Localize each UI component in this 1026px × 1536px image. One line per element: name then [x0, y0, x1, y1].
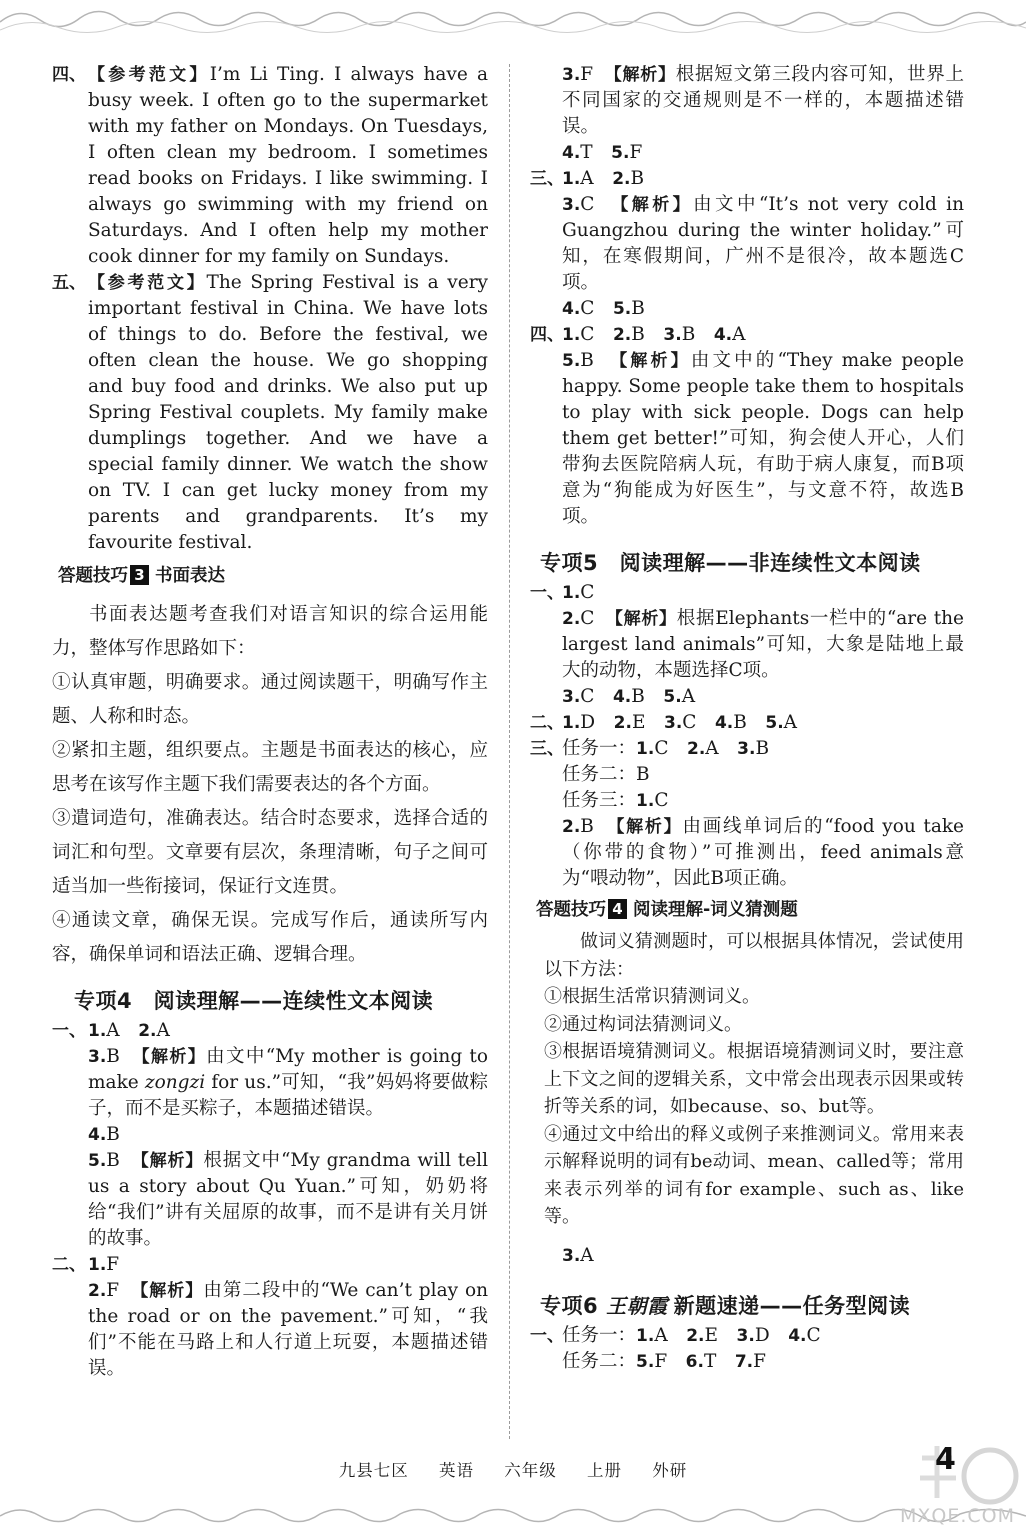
- tip-point-4: ④通读文章，确保无误。完成写作后，通读所写内容，确保单词和语法正确、逻辑合理。: [52, 910, 488, 965]
- tip-badge: 4: [608, 899, 627, 919]
- r-group-4: [530, 322, 964, 348]
- answer: A: [106, 1020, 120, 1041]
- q-num: 5.: [765, 713, 784, 733]
- q-num: 3.: [562, 687, 581, 707]
- answer: B: [631, 324, 645, 345]
- tip-label: 答题技巧: [536, 900, 606, 920]
- s5-q2: [552, 606, 964, 684]
- q-num: 2.: [612, 325, 632, 345]
- s4-q3: [52, 1044, 488, 1122]
- group-number: 三、: [530, 169, 564, 189]
- s5-group-3: [530, 736, 964, 762]
- answer: A: [580, 1244, 594, 1266]
- analysis-text: 根据短文第三段内容可知，世界上不同国家的交通规则是不一样的，本题描述错误。: [562, 64, 964, 137]
- right-column: [530, 62, 965, 1375]
- answer: B: [580, 350, 594, 371]
- q-num: 1.: [88, 1255, 107, 1275]
- analysis-text: 由第二段中的“We can’t play on the road or on the pavement.”可知，“我们”不能在马路上和人行道上玩耍，本题描述错误。: [88, 1280, 489, 1379]
- tip-title: 阅读理解-词义猜测题: [633, 900, 798, 920]
- tip-4-heading: [536, 896, 964, 924]
- s5-group-2: [530, 710, 964, 736]
- s6-task-2: [552, 1349, 964, 1375]
- q-num: 3.: [663, 713, 683, 733]
- top-cloud-border: [0, 0, 1026, 40]
- footer-grade: 六年级: [504, 1461, 557, 1480]
- task-label: 任务一：: [562, 1324, 637, 1346]
- q-num: 1.: [636, 739, 655, 759]
- group-number: 二、: [52, 1255, 86, 1275]
- s4-group-1: [52, 1018, 488, 1044]
- answer: B: [106, 1150, 120, 1171]
- brand-logo: 王朝霞: [606, 1293, 668, 1318]
- tip-3-heading: [58, 562, 488, 590]
- analysis-tag: 【解析】: [619, 195, 694, 215]
- q-num: 4.: [612, 687, 632, 707]
- q-num: 2.: [686, 1325, 705, 1346]
- footer-region: 九县七区: [338, 1461, 409, 1480]
- section-title-text: 新题速递——任务型阅读: [673, 1293, 911, 1318]
- analysis-text: 由画线单词后的“food you take（你带的食物）”可推测出，feed animals意为“喂动物”，因此B项正确。: [562, 816, 965, 889]
- r-group-3: [530, 166, 964, 192]
- s5-task-2: [552, 762, 964, 788]
- analysis-text: 根据Elephants一栏中的“are the largest land animals”可知，大象是陆地上最大的动物，本题选择C项。: [562, 608, 964, 681]
- q-num: 4.: [713, 325, 733, 345]
- footer-volume: 上册: [587, 1461, 622, 1480]
- q-num: 3.: [562, 195, 581, 215]
- task-label: 任务二：: [562, 1350, 637, 1372]
- q-num: 1.: [562, 325, 581, 345]
- answer: F: [106, 1254, 120, 1275]
- section-6-title: [540, 1291, 964, 1321]
- page-footer: [0, 1457, 1026, 1481]
- q-num: 5.: [88, 1151, 107, 1171]
- q-num: 1.: [562, 713, 581, 733]
- answer: B: [733, 712, 747, 733]
- group-number: 四、: [530, 325, 564, 345]
- q-num: 4.: [788, 1325, 807, 1346]
- analysis-tag: 【解析】: [141, 1047, 207, 1067]
- r-q3: [552, 62, 964, 140]
- s5-task3-q2: [552, 814, 964, 892]
- answer: A: [783, 712, 798, 733]
- item-number: 四、: [52, 65, 86, 85]
- q-num: 6.: [685, 1351, 704, 1372]
- tip-point-2: ②紧扣主题，组织要点。主题是书面表达的核心，应思考在该写作主题下我们需要表达的各个方面。: [52, 740, 488, 795]
- analysis-tag: 【解析】: [615, 817, 683, 837]
- answer: B: [580, 816, 594, 837]
- answer: A: [681, 686, 696, 707]
- q-num: 2.: [612, 169, 631, 189]
- tip-point-3: ③遣词造句，准确表达。结合时态要求，选择合适的词汇和句型。文章要有层次，条理清晰，句子之间可适当加一些衔接词，保证行文连贯。: [52, 808, 488, 897]
- section-5-title: 专项5 阅读理解——非连续性文本阅读: [540, 551, 921, 575]
- answer: A: [580, 168, 594, 189]
- q-num: 1.: [562, 169, 581, 189]
- analysis-tag: 【解析】: [614, 609, 677, 629]
- tip-intro: 做词义猜测题时，可以根据具体情况，尝试使用以下方法：: [544, 931, 964, 980]
- answer: E: [631, 712, 646, 733]
- analysis-text: 由文中“My mother is going to make: [88, 1046, 488, 1093]
- q-num: 3.: [663, 325, 682, 345]
- answer: C: [580, 298, 595, 319]
- q-num: 4.: [88, 1125, 107, 1145]
- task-label: 任务一：: [562, 738, 637, 759]
- q-num: 4.: [562, 143, 581, 163]
- q-num: 5.: [611, 143, 630, 163]
- section-4-title: 专项4 阅读理解——连续性文本阅读: [74, 989, 434, 1013]
- answer: C: [806, 1324, 821, 1346]
- tip4-q3: [552, 1243, 964, 1269]
- q-num: 5.: [663, 687, 682, 707]
- analysis-tag: 【解析】: [139, 1281, 204, 1301]
- analysis-tag: 【解析】: [140, 1151, 204, 1171]
- watermark-text: MXQE.COM: [900, 1505, 1016, 1527]
- answer: A: [732, 324, 746, 345]
- answer: C: [580, 324, 595, 345]
- answer: T: [580, 142, 593, 163]
- s6-group-1: [530, 1323, 964, 1349]
- q-num: 3.: [737, 739, 756, 759]
- bottom-cloud-border: [0, 1500, 1026, 1536]
- tip-point-4: ④通过文中给出的释义或例子来推测词义。常用来表示解释说明的词有be动词、mean、called等；常用来表示列举的词有for example、such as、like等。: [544, 1123, 964, 1227]
- answer: B: [681, 324, 696, 345]
- answer: F: [753, 1350, 766, 1372]
- answer: B: [630, 168, 645, 189]
- tip-3-body: [52, 598, 488, 972]
- s4-g2-q2: [52, 1278, 488, 1382]
- essay-tag: 【参考范文】: [88, 273, 207, 293]
- answer: B: [631, 686, 645, 707]
- r-g4-q5: [552, 348, 964, 530]
- answer: B: [106, 1046, 120, 1067]
- answer: F: [629, 142, 643, 163]
- group-number: 一、: [530, 583, 564, 603]
- s4-q5: [52, 1148, 488, 1252]
- answer: B: [755, 738, 770, 759]
- tip-point-3: ③根据语境猜测词义。根据语境猜测词义时，要注意上下文之间的逻辑关系，文中常会出现表示因果或转折等关系的词，如because、so、but等。: [544, 1041, 964, 1117]
- answer: B: [106, 1124, 120, 1145]
- answer: C: [654, 790, 669, 811]
- footer-edition: 外研: [652, 1461, 688, 1480]
- answer: A: [705, 738, 719, 759]
- footer-subject: 英语: [439, 1461, 474, 1480]
- q-num: 3.: [562, 1245, 581, 1266]
- q-num: 2.: [686, 739, 706, 759]
- analysis-text: 由文中的“They make people happy. Some people take them to hospitals to play with sick people. Dogs can help them get better!”可知，狗会使人开心，人们带狗去医院陪病人玩，有助于病人康复，而B项意为“狗能成为好医生”，与文意不符，故选B项。: [562, 350, 964, 527]
- q-num: 3.: [562, 65, 581, 85]
- answer: F: [106, 1280, 120, 1301]
- analysis-tag: 【解析】: [613, 65, 676, 85]
- s4-group-2: [52, 1252, 488, 1278]
- analysis-tag: 【解析】: [618, 351, 691, 371]
- answer: C: [682, 712, 697, 733]
- q-num: 3.: [736, 1325, 755, 1346]
- q-num: 1.: [636, 1325, 655, 1346]
- r-q4-5: [552, 140, 964, 166]
- analysis-text: for us.”可知，“我”妈妈将要做粽子，而不是买粽子，本题描述错误。: [88, 1072, 488, 1119]
- q-num: 1.: [88, 1021, 107, 1041]
- task-label: 任务三：: [562, 790, 637, 811]
- s5-group-1: [530, 580, 964, 606]
- answer: F: [654, 1350, 668, 1372]
- section-number: 专项6: [540, 1293, 599, 1318]
- tip-badge: 3: [130, 565, 149, 585]
- q-num: 2.: [562, 609, 581, 629]
- essay-4: [52, 62, 488, 270]
- item-number: 五、: [52, 273, 86, 293]
- s4-q4: [52, 1122, 488, 1148]
- page-number: 4: [935, 1442, 956, 1477]
- answer: B: [636, 764, 650, 785]
- r-g3-q3: [552, 192, 964, 296]
- group-number: 二、: [530, 713, 564, 733]
- analysis-italic: zongzi: [144, 1072, 206, 1093]
- left-column: [52, 62, 488, 1382]
- s5-task-3: [552, 788, 964, 814]
- r-g3-q4-5: [552, 296, 964, 322]
- answer: B: [631, 298, 645, 319]
- q-num: 5.: [562, 351, 581, 371]
- q-num: 7.: [734, 1351, 754, 1372]
- analysis-text: 由文中“It’s not very cold in Guangzhou during the winter holiday.”可知，在寒假期间，广州不是很冷，故本题选C项。: [562, 194, 964, 293]
- q-num: 5.: [636, 1351, 655, 1372]
- answer: F: [580, 64, 594, 85]
- q-num: 3.: [88, 1047, 107, 1067]
- q-num: 2.: [613, 713, 632, 733]
- q-num: 2.: [138, 1021, 157, 1041]
- tip-point-1: ①根据生活常识猜测词义。: [544, 986, 760, 1007]
- q-num: 2.: [562, 817, 581, 837]
- essay-text: I’m Li Ting. I always have a busy week. I often go to the supermarket with my father on Mondays. On Tuesdays, I often clean my bedroom. I sometimes read books on Fridays. I like swimming. I always go swimming with my friend on Saturdays. And I often help my mother cook dinner for my family on Sundays.: [88, 64, 488, 267]
- answer: C: [580, 194, 595, 215]
- answer: T: [703, 1350, 717, 1372]
- answer: C: [580, 608, 595, 629]
- answer: D: [754, 1324, 770, 1346]
- group-number: 一、: [52, 1021, 86, 1041]
- tip-intro: 书面表达题考查我们对语言知识的综合运用能力，整体写作思路如下：: [52, 604, 488, 659]
- task-label: 任务二：: [562, 764, 637, 785]
- essay-5: [52, 270, 488, 556]
- q-num: 5.: [612, 299, 632, 319]
- tip-label: 答题技巧: [58, 566, 128, 586]
- group-number: 一、: [530, 1325, 564, 1346]
- answer: A: [654, 1324, 668, 1346]
- tip-point-1: ①认真审题，明确要求。通过阅读题干，明确写作主题、人称和时态。: [52, 672, 488, 727]
- analysis-text: 根据文中“My grandma will tell us a story about Qu Yuan.”可知，奶奶将给“我们”讲有关屈原的故事，而不是讲有关月饼的故事。: [88, 1150, 489, 1249]
- q-num: 1.: [562, 583, 581, 603]
- column-divider: [509, 64, 510, 1439]
- tip-4-body: [544, 928, 964, 1231]
- answer: C: [654, 738, 669, 759]
- answer: E: [704, 1324, 719, 1346]
- answer: A: [156, 1020, 170, 1041]
- answer: C: [580, 686, 595, 707]
- q-num: 4.: [562, 299, 581, 319]
- essay-text: The Spring Festival is a very important festival in China. We have lots of things to do. Before the festival, we often clean the house. We go shopping and buy food and drinks. We also put up Spring Festival couplets. My family make dumplings together. And we have a special family dinner. We watch the show on TV. I can get lucky money from my parents and grandparents. It’s my favourite festival.: [88, 272, 489, 553]
- tip-title: 书面表达: [155, 566, 225, 586]
- answer: C: [580, 582, 595, 603]
- tip-point-2: ②通过构词法猜测词义。: [544, 1013, 742, 1035]
- s5-q3-5: [552, 684, 964, 710]
- q-num: 2.: [88, 1281, 107, 1301]
- essay-tag: 【参考范文】: [88, 65, 210, 85]
- q-num: 1.: [636, 791, 655, 811]
- answer: D: [580, 712, 596, 733]
- q-num: 4.: [714, 713, 734, 733]
- group-number: 三、: [530, 739, 564, 759]
